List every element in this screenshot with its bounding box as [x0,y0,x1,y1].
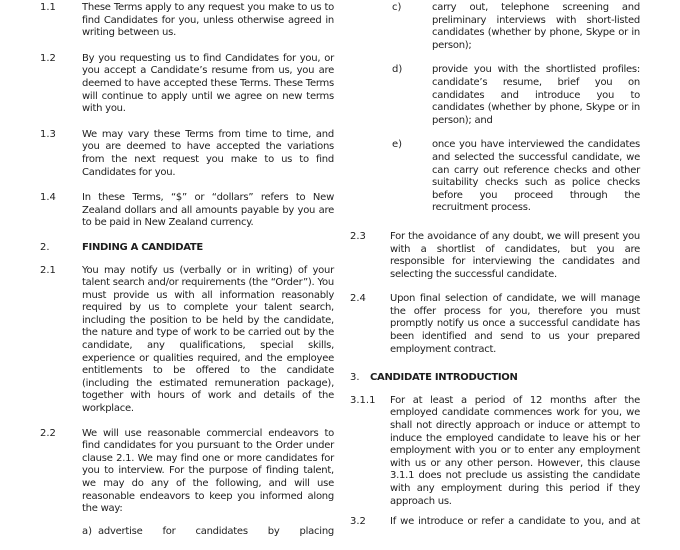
clause-text: If we introduce or refer a candidate to you, and at [390,516,640,528]
clause-text: You may notify us (verbally or in writing) of your talent search and/or requirements (the “Order”). You must provide us with all information reasonably required by us to complete your talent search, including the position to be held by the candidate, the nature and type of work to be carried out by the candidate, any qualifications, special skills, experience or qualities required, and the employee entitlements to be offered to the candidate (including the estimated remuneration package), together with hours of work and details of the workplace. [82,264,334,415]
clause-text: These Terms apply to any request you make to us to find Candidates for you, unless otherwise agreed in writing between us. [82,2,334,39]
clause-number: 2.2 [40,427,56,439]
clause-3-2 [350,516,640,529]
clause-2-3 [350,231,640,281]
clause-number: 3.2 [350,516,366,528]
clause-number: 2.1 [40,264,56,276]
subitem-d [392,64,640,127]
clause-3-1-1 [350,395,640,508]
subitem-a [82,526,334,539]
subitem-e [392,139,640,215]
clause-text: We may vary these Terms from time to time, and you are deemed to have accepted the variations from the next request you make to us to find Candidates for you. [82,128,334,178]
subitem-text: provide you with the shortlisted profiles: candidate’s resume, brief you on candidates and introduce you to candidates (whether by phone, Skype or in person); and [432,64,640,126]
clause-number: 3.1.1 [350,394,376,406]
clause-text: We will use reasonable commercial endeavors to find candidates for you pursuant to the Order under clause 2.1. We may find one or more candidates for you to interview. For the purpose of finding talent, we may do any of the following, and will use reasonable endeavors to keep you informed along the way: [82,427,334,515]
section-3-heading [350,372,640,385]
clause-2-1 [40,265,334,416]
subitem-text: once you have interviewed the candidates and selected the successful candidate, we can carry out reference checks and other suitability checks such as police checks before you proceed through the recruitment process. [432,139,640,214]
clause-1-4 [40,192,334,230]
clause-1-2 [40,53,334,116]
subitem-label: a) [82,525,93,537]
clause-1-1 [40,2,334,40]
clause-1-3 [40,129,334,179]
clause-text: By you requesting us to find Candidates for you, or you accept a Candidate’s resume from us, you are deemed to have accepted these Terms. These Terms will continue to apply until we agree on new terms with you. [82,52,334,115]
clause-number: 2.4 [350,293,366,305]
subitem-c [392,2,640,52]
clause-2-2 [40,428,334,516]
clause-text: For at least a period of 12 months after the employed candidate commences work for you, we shall not directly approach or induce or attempt to induce the employed candidate to leave his or her employment with you or to enter any employment with us or any other person. However, this clause 3.1.1 does not preclude us assisting the candidate with any employment during this period if they approach us. [390,394,640,507]
left-column [40,0,334,538]
section-2-heading [40,242,334,255]
clause-number: 1.3 [40,128,56,140]
subitem-text: advertise for candidates by placing [98,525,334,537]
clause-text: In these Terms, “$” or “dollars” refers to New Zealand dollars and all amounts payable by you are to be paid in New Zealand currency. [82,192,334,229]
subitem-text: carry out, telephone screening and preliminary interviews with short-listed candidates (whether by phone, Skype or in person); [432,2,640,51]
section-number: 2. [40,241,50,253]
section-number: 3. [350,372,360,384]
subitem-label: d) [392,64,403,76]
clause-number: 1.1 [40,2,56,13]
section-title: CANDIDATE INTRODUCTION [370,372,518,384]
right-column [350,0,640,529]
subitem-label: c) [392,2,402,13]
clause-number: 1.4 [40,192,56,204]
clause-text: For the avoidance of any doubt, we will present you with a shortlist of candidates, but you are responsible for interviewing the candidates and selecting the successful candidate. [390,230,640,280]
clause-number: 2.3 [350,230,366,242]
subitem-label: e) [392,139,403,151]
section-title: FINDING A CANDIDATE [82,241,203,253]
clause-text: Upon final selection of candidate, we will manage the offer process for you, therefore you must promptly notify us once a successful candidate has been identified and send to us your prepared employment contract. [390,293,640,355]
clause-number: 1.2 [40,52,56,64]
clause-2-4 [350,293,640,356]
